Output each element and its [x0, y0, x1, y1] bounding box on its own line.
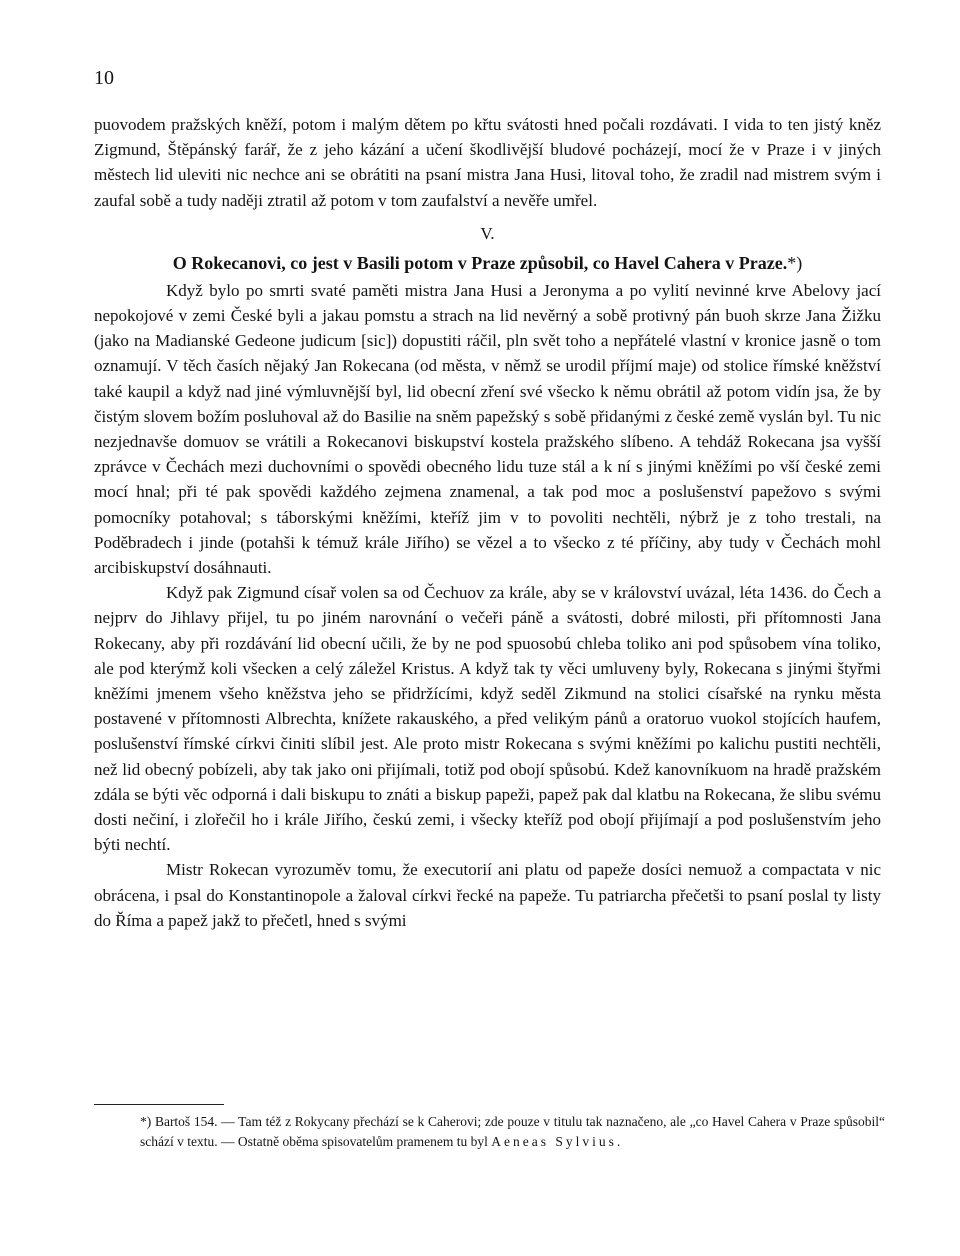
section-title	[94, 251, 881, 276]
paragraph-patriarcha: Mistr Rokecan vyrozuměv tomu, že executorií ani platu od papeže dosíci nemuož a compactata v nic obrácena, i psal do Konstantinopole a žaloval církvi řecké na papeže. Tu patriarcha přečetši to psaní poslal ty listy do Říma a papež jakž to přečetl, hned s svými	[94, 860, 881, 930]
footnote-text: *) Bartoš 154. — Tam též z Rokycany přechází se k Caherovi; zde pouze v titulu tak naznačeno, ale „co Havel Cahera v Praze spůsobil“ schází v textu. — Ostatně oběma spisovatelům pramenem tu byl	[140, 1114, 885, 1149]
footnote-reference: *)	[787, 252, 803, 273]
paragraph-rokecana: Když bylo po smrti svaté paměti mistra Jana Husi a Jeronyma a po vylití nevinné krve Abelovy jací nepokojové v zemi České byli a jakau pomstu a strach na lid nevěrný a sobě protivný pán buoh skrze Jana Žižku (jako na Madianské Gedeone judicum [sic]) dopustiti ráčil, pln svět toho a nepřátelé vlastní v kronice jasně o tom oznamují. V těch časích nějaký Jan Rokecana (od města, v němž se urodil příjmí maje) od stolice římské kněžství také kaupil a když nad jiné výmluvnější byl, lid obecní zření své všecko k němu obrátil až potom vidín jsa, že by čistým slovem božím posluhoval až do Basilie na sněm papežský s sobě přidanými z české země vyslán byl. Tu nic nezjednavše domuov se vrátili a Rokecanovi biskupství kostela pražského slíbeno. A tehdáž Rokecana jsa vyšší zprávce v Čechách mezi duchovními o spovědi obecného lidu tuze stál a k ní s jinými kněžími po vší české zemi mocí hnal; při té pak spovědi každého zejmena znamenal, a tak pod moc a poslušenství papežovo s svými pomocníky potahoval; s táborskými kněžími, kteříž jim v to povoliti nechtěli, nýbrž je z toho trestali, na Poděbradech i jinde (potahši k témuž krále Jiřího) se vězel a to všecko z té příčiny, aby tudy v Čechách mohl arcibiskupství dosáhnauti.	[94, 280, 881, 578]
section-number: V.	[480, 223, 495, 243]
footnote	[140, 1112, 885, 1152]
footnote-rule	[94, 1104, 224, 1105]
section-title-text: O Rokecanovi, co jest v Basili potom v Praze způsobil, co Havel Cahera v Praze.	[172, 252, 788, 273]
page-number: 10	[94, 67, 114, 89]
footnote-author: Aeneas Sylvius.	[491, 1134, 624, 1149]
intro-paragraph: puovodem pražských kněží, potom i malým dětem po křtu svátosti hned počali rozdávati. I vida to ten jistý kněz Zigmund, Štěpánský farář, že z jeho kázání a učení škodlivější bludové pocházejí, mocí že v Praze i v jiných městech lid uleviti nic nechce ani se obrátiti na psaní mistra Jana Husi, litoval toho, že zradil nad mistrem svým i zaufal sobě a tudy naději ztratil až potom v tom zaufalství a nevěře umřel.	[94, 115, 881, 210]
paragraph-zigmund: Když pak Zigmund císař volen sa od Čechuov za krále, aby se v království uvázal, léta 1436. do Čech a nejprv do Jihlavy přijel, tu po jiném narovnání o večeři páně a svátosti, dobré milosti, při přítomnosti Jana Rokecany, aby při rozdávání lid obecní učili, že by ne pod spuosobú chleba toliko ani pod spůsobem vína toliko, ale pod kterýmž koli všecken a celý záležel Kristus. A když tak ty věci umluveny byly, Rokecana s jinými štyřmi kněžími jmenem všeho kněžstva jeho se přidržícími, když seděl Zikmund na stolici císařské na rynku města postavené v přítomnosti Albrechta, knížete rakauského, a před velikým pánů a oratoruo vuokol stojících haufem, poslušenství římské církvi činiti slíbil jest. Ale proto mistr Rokecana s svými kněžími po kalichu pustiti nechtěli, než lid obecný pobízeli, aby tak jako oni přijímali, totiž pod obojí spůsobú. Kdež kanovníkuom na hradě pražském zdála se býti věc odporná i dali biskupu to znáti a biskup papeži, papež pak dal klatbu na Rokecana, že slibu svému dosti nečiní, i zlořečil ho i krále Jiřího, českú zemi, i všecky kteříž pod obojí přijímají a pod poslušenstvím jeho býti nechtí.	[94, 583, 881, 855]
body-text	[94, 112, 881, 933]
